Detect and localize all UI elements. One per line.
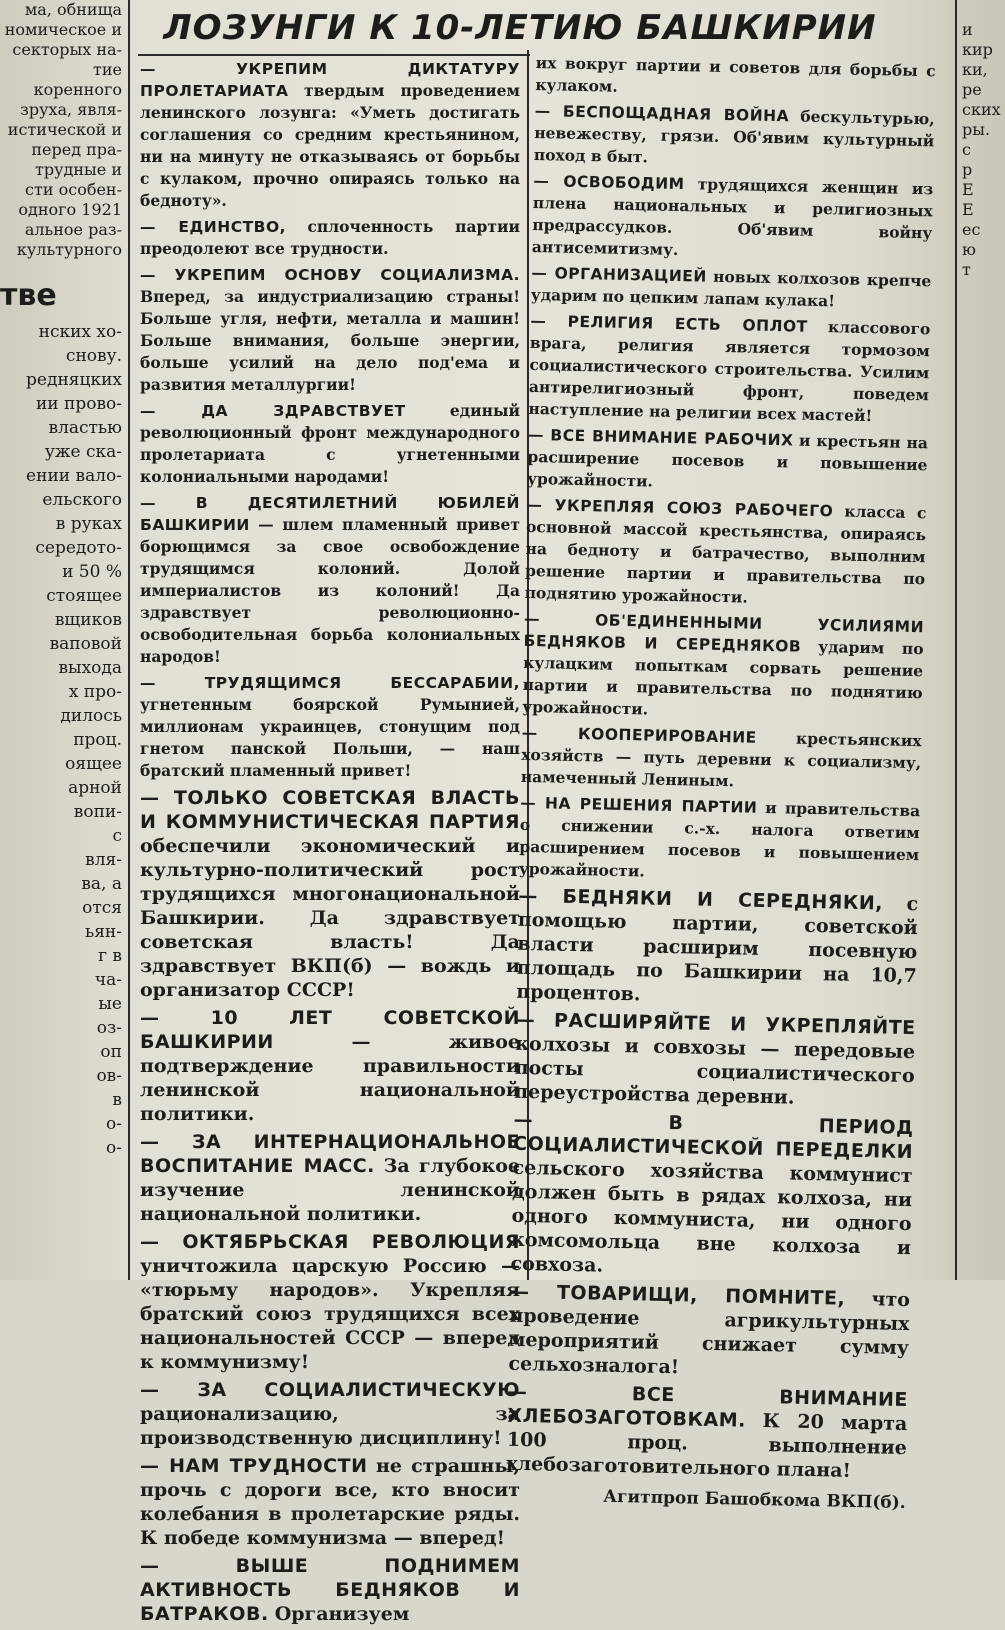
- left-fragment-line: вля-: [85, 850, 122, 870]
- right-fragment-line: с: [962, 140, 971, 159]
- left-fragment-line: нских хо-: [38, 322, 122, 342]
- slogan-lead: — ЗА СОЦИАЛИСТИЧЕСКУЮ: [140, 1379, 520, 1401]
- left-fragment-line: и 50 %: [62, 562, 122, 582]
- slogan-body: и крестьян на расширение посевов и повышение урожайности.: [526, 430, 929, 491]
- right-fragment-line: Е: [962, 200, 974, 219]
- left-fragment-line: редняцких: [26, 370, 122, 390]
- left-fragment-line: х про-: [68, 682, 122, 702]
- left-fragment-line: ии прово-: [35, 394, 122, 414]
- slogan-body: не страшны, прочь с дороги все, кто вносит колебания в пролетарские ряды. К победе коммунизма — вперед!: [140, 1455, 520, 1549]
- slogan-body: рационализацию, за производственную дисциплину!: [140, 1403, 520, 1449]
- slogan-body: К 20 марта 100 проц. выполнение хлебозаготовительного плана!: [506, 1410, 908, 1482]
- slogan-lead: — КООПЕРИРОВАНИЕ: [521, 723, 757, 747]
- slogan-body: крестьянских хозяйств — путь деревни к социализму, намеченный Лениным.: [520, 728, 922, 791]
- left-fragment-line: ма, обнища: [24, 0, 122, 19]
- slogan-paragraph: [534, 100, 935, 174]
- slogan-body: ударим по кулацким попыткам сорвать решение партии и правительства по поднятию урожайности.: [522, 637, 924, 719]
- left-fragment-line: альное раз-: [24, 220, 122, 239]
- left-fragment-line: проц.: [73, 730, 122, 750]
- slogan-body: классового врага, религия является тормозом социалистического строительства. Усилим антирелигиозный фронт, поведем наступление на религии всех мастей!: [528, 317, 931, 426]
- slogan-paragraph: [140, 1554, 520, 1626]
- left-fragment-line: уже ска-: [44, 442, 122, 462]
- left-fragment-line: середото-: [35, 538, 122, 558]
- column-rule-right: [955, 0, 957, 1280]
- slogan-body: что проведение агрикультурных мероприятий снижает сумму сельхозналога!: [508, 1288, 911, 1379]
- slogan-body: бескультурью, невежеству, грязи. Об'явим культурный поход в быт.: [533, 106, 935, 167]
- left-fragment-line: вопи-: [73, 802, 122, 822]
- left-fragment-line: оз-: [96, 1018, 122, 1038]
- slogan-lead: — ОРГАНИЗАЦИЕЙ: [531, 263, 708, 286]
- slogan-lead: — ОСВОБОДИМ: [533, 171, 685, 194]
- left-fragment-line: ча-: [94, 970, 122, 990]
- left-fragment-line: перед пра-: [31, 140, 122, 159]
- slogan-paragraph: [521, 722, 922, 796]
- slogan-body: с помощью партии, советской власти расширим посевную площадь по Башкирии на 10,7 процентов.: [516, 892, 919, 1006]
- left-fragment-line: ьян-: [84, 922, 122, 942]
- left-fragment-line: стоящее: [46, 586, 122, 606]
- signature: Агитпроп Башобкома ВКП(б).: [603, 1486, 906, 1514]
- right-fragment-line: ес: [962, 220, 981, 239]
- slogan-body: уничтожила царскую Россию — «тюрьму народов». Укрепляя братский союз трудящихся всех национальностей СССР — вперед к коммунизму!: [140, 1255, 520, 1373]
- slogan-paragraph: [535, 52, 936, 104]
- slogan-paragraph: [140, 786, 520, 1002]
- right-fragment-line: т: [962, 260, 971, 279]
- left-fragment-line: культурного: [16, 240, 122, 259]
- slogan-paragraph: [532, 170, 934, 266]
- slogan-paragraph: [140, 58, 520, 212]
- left-fragment-line: властью: [48, 418, 122, 438]
- right-fragment-line: ки,: [962, 60, 988, 79]
- left-fragment-line: оп: [100, 1042, 122, 1062]
- slogan-paragraph: [508, 1280, 910, 1384]
- slogan-paragraph: [510, 1108, 913, 1284]
- left-fragment-line: сти особен-: [25, 180, 122, 199]
- slogan-paragraph: [140, 1378, 520, 1450]
- slogan-paragraph: [140, 400, 520, 488]
- slogan-body: — шлем пламенный привет борющимся за свое освобождение трудящимся колоний. Долой империалистов из колоний! Да здравствует революционно-освободительная борьба колониальных народов!: [140, 515, 520, 666]
- page-title: ЛОЗУНГИ К 10-ЛЕТИЮ БАШКИРИИ: [163, 8, 877, 48]
- left-fragment-line: с: [112, 826, 122, 846]
- slogan-lead: — НА РЕШЕНИЯ ПАРТИИ: [520, 793, 758, 817]
- slogan-body: За глубокое изучение ленинской национальной политики.: [140, 1155, 520, 1225]
- slogan-body: колхозы и совхозы — передовые посты социалистического переустройства деревни.: [513, 1032, 916, 1109]
- slogan-lead: — ДА ЗДРАВСТВУЕТ: [140, 402, 406, 420]
- left-fragment-line: снову.: [65, 346, 122, 366]
- slogan-lead: — В ДЕСЯТИЛЕТНИЙ ЮБИЛЕЙ БАШКИРИИ: [140, 494, 520, 534]
- slogan-lead: — ОКТЯБРЬСКАЯ РЕВОЛЮЦИЯ: [140, 1231, 520, 1253]
- slogan-paragraph: [531, 262, 932, 314]
- slogan-paragraph: [519, 792, 921, 888]
- slogan-body: обеспечили экономический и культурно-политический рост трудящихся многонациональной Башкирии. Да здравствует советская власть! Да здравствует ВКП(б) — вождь и организатор СССР!: [140, 835, 520, 1001]
- slogan-paragraph: [516, 884, 918, 1012]
- slogan-lead: — ТОВАРИЩИ, ПОМНИТЕ,: [509, 1280, 846, 1310]
- slogan-lead: — БЕДНЯКИ И СЕРЕДНЯКИ,: [518, 884, 884, 915]
- slogan-lead: — ВЫШЕ ПОДНИМЕМ АКТИВНОСТЬ БЕДНЯКОВ И БАТРАКОВ.: [140, 1555, 520, 1625]
- left-fragment-heading: тве: [0, 278, 57, 313]
- left-fragment-line: дилось: [60, 706, 122, 726]
- slogan-paragraph: [524, 494, 926, 612]
- right-fragment-line: ры.: [962, 120, 991, 139]
- slogan-body: угнетенным боярской Румынией, миллионам украинцев, стонущим под гнетом панской Польши, — наш братский пламенный привет!: [140, 695, 520, 780]
- slogans-column-2-body: [506, 52, 936, 1484]
- slogan-paragraph: [140, 264, 520, 396]
- slogan-paragraph: [140, 1130, 520, 1226]
- slogan-paragraph: [528, 310, 930, 428]
- left-fragment-line: истической и: [7, 120, 122, 139]
- slogan-lead: — ТОЛЬКО СОВЕТСКАЯ ВЛАСТЬ И КОММУНИСТИЧЕСКАЯ ПАРТИЯ: [140, 787, 520, 833]
- slogan-body: единый революционный фронт международного пролетариата с угнетенными колониальными народами!: [140, 401, 520, 486]
- slogan-paragraph: [140, 672, 520, 782]
- masthead-underline: [138, 54, 530, 56]
- slogan-lead: — РАСШИРЯЙТЕ И УКРЕПЛЯЙТЕ: [515, 1008, 916, 1040]
- slogan-body: класса с основной массой крестьянства, опираясь на бедноту и батрачество, выполним решение партии и правительства по поднятию урожайности.: [524, 501, 927, 607]
- slogans-column-1: [140, 58, 520, 1630]
- left-fragment-lower: [0, 320, 122, 1160]
- left-fragment-line: арной: [68, 778, 122, 798]
- column-rule-left: [128, 0, 130, 1280]
- left-fragment-line: ов-: [96, 1066, 122, 1086]
- left-fragment-line: вщиков: [54, 610, 122, 630]
- slogan-lead: — ОБ'ЕДИНЕННЫМИ УСИЛИЯМИ БЕДНЯКОВ И СЕРЕДНЯКОВ: [523, 609, 925, 656]
- slogan-paragraph: [527, 424, 928, 498]
- slogan-lead: — УКРЕПЛЯЯ СОЮЗ РАБОЧЕГО: [526, 495, 834, 521]
- right-fragment-line: и: [962, 20, 973, 39]
- slogan-body: сплоченность партии преодолеют все трудности.: [140, 217, 520, 258]
- left-fragment-line: трудные и: [35, 160, 122, 179]
- slogan-paragraph: [140, 1454, 520, 1550]
- left-fragment-line: о-: [106, 1114, 122, 1134]
- slogan-lead: — УКРЕПИМ ДИКТАТУРУ ПРОЛЕТАРИАТА: [140, 60, 520, 100]
- left-fragment-line: ые: [98, 994, 122, 1014]
- slogan-body: Вперед, за индустриализацию страны! Больше угля, нефти, металла и машин! Больше внимания, больше энергии, больше усилий на дело под'ема и развития металлургии!: [140, 287, 520, 394]
- left-fragment-line: ельского: [42, 490, 122, 510]
- left-fragment-line: тие коренного: [33, 60, 122, 99]
- left-fragment-line: ении вало-: [26, 466, 122, 486]
- left-fragment-line: ваповой: [49, 634, 122, 654]
- slogan-body: и правительства о снижении с.-х. налога ответим расширением посевов и повышением урожайности.: [518, 797, 921, 881]
- slogan-lead: — ВСЕ ВНИМАНИЕ ХЛЕБОЗАГОТОВКАМ.: [507, 1380, 909, 1432]
- left-fragment-line: отся: [82, 898, 122, 918]
- slogan-body: трудящихся женщин из плена национальных и религиозных предрассудков. Об'явим войну антисемитизму.: [531, 174, 934, 260]
- left-column-fragment: [0, 0, 122, 1160]
- right-fragment-line: р: [962, 160, 973, 179]
- slogan-lead: — РЕЛИГИЯ ЕСТЬ ОПЛОТ: [530, 311, 808, 336]
- slogan-lead: — НАМ ТРУДНОСТИ: [140, 1455, 368, 1477]
- slogan-paragraph: [140, 1230, 520, 1374]
- slogan-paragraph: [140, 216, 520, 260]
- slogan-body: сельского хозяйства коммунист должен быть в рядах колхоза, ни одного коммуниста, ни одного комсомольца вне колхоза и совхоза.: [510, 1156, 913, 1277]
- slogan-paragraph: [522, 608, 924, 726]
- slogan-lead: — УКРЕПИМ ОСНОВУ СОЦИАЛИЗМА.: [140, 266, 520, 284]
- slogan-body: — живое подтверждение правильности ленинской национальной политики.: [140, 1031, 520, 1125]
- slogan-body: их вокруг партии и советов для борьбы с кулаком.: [535, 52, 936, 96]
- right-fragment-line: ре: [962, 80, 982, 99]
- left-fragment-line: в: [112, 1090, 122, 1110]
- right-fragment-line: ю: [962, 240, 976, 259]
- slogan-paragraph: [140, 1006, 520, 1126]
- slogan-lead: — 10 ЛЕТ СОВЕТСКОЙ БАШКИРИИ: [140, 1007, 520, 1053]
- right-fragment-line: кир: [962, 40, 993, 59]
- slogan-lead: — ВСЕ ВНИМАНИЕ РАБОЧИХ: [527, 425, 794, 450]
- slogan-paragraph: [514, 1008, 916, 1112]
- left-fragment-line: номическое и: [4, 20, 122, 39]
- slogan-lead: — ЕДИНСТВО,: [140, 218, 287, 236]
- left-fragment-line: зруха, явля-: [20, 100, 122, 119]
- slogan-body: Организуем: [274, 1603, 410, 1625]
- slogans-column-2: [506, 52, 936, 1514]
- slogan-body: твердым проведением ленинского лозунга: «Уметь достигать соглашения со средним крестьянином, ни на минуту не отказываясь от борьбы с кулаком, прочно опираясь только на бедноту».: [140, 81, 520, 210]
- left-fragment-line: одного 1921: [18, 200, 122, 219]
- left-fragment-line: оящее: [65, 754, 122, 774]
- right-fragment-line: ских: [962, 100, 1001, 119]
- left-fragment-line: ва, а: [81, 874, 122, 894]
- slogan-lead: — БЕСПОЩАДНАЯ ВОЙНА: [534, 101, 790, 126]
- slogan-paragraph: [140, 492, 520, 668]
- left-fragment-top: [0, 0, 122, 260]
- slogan-lead: — ТРУДЯЩИМСЯ БЕССАРАБИИ,: [140, 674, 520, 692]
- left-fragment-line: секторых на-: [12, 40, 122, 59]
- left-fragment-line: в руках: [55, 514, 122, 534]
- right-fragment-line: Е: [962, 180, 974, 199]
- right-column-fragment: [962, 20, 1005, 280]
- slogan-lead: — ЗА ИНТЕРНАЦИОНАЛЬНОЕ ВОСПИТАНИЕ МАСС.: [140, 1131, 520, 1177]
- slogan-body: новых колхозов крепче ударим по цепким лапам кулака!: [530, 266, 932, 311]
- left-fragment-line: о-: [106, 1138, 122, 1158]
- left-fragment-line: выхода: [58, 658, 122, 678]
- slogan-lead: — В ПЕРИОД СОЦИАЛИСТИЧЕСКОЙ ПЕРЕДЕЛКИ: [512, 1108, 914, 1164]
- left-fragment-line: г в: [98, 946, 122, 966]
- slogan-paragraph: [506, 1380, 908, 1484]
